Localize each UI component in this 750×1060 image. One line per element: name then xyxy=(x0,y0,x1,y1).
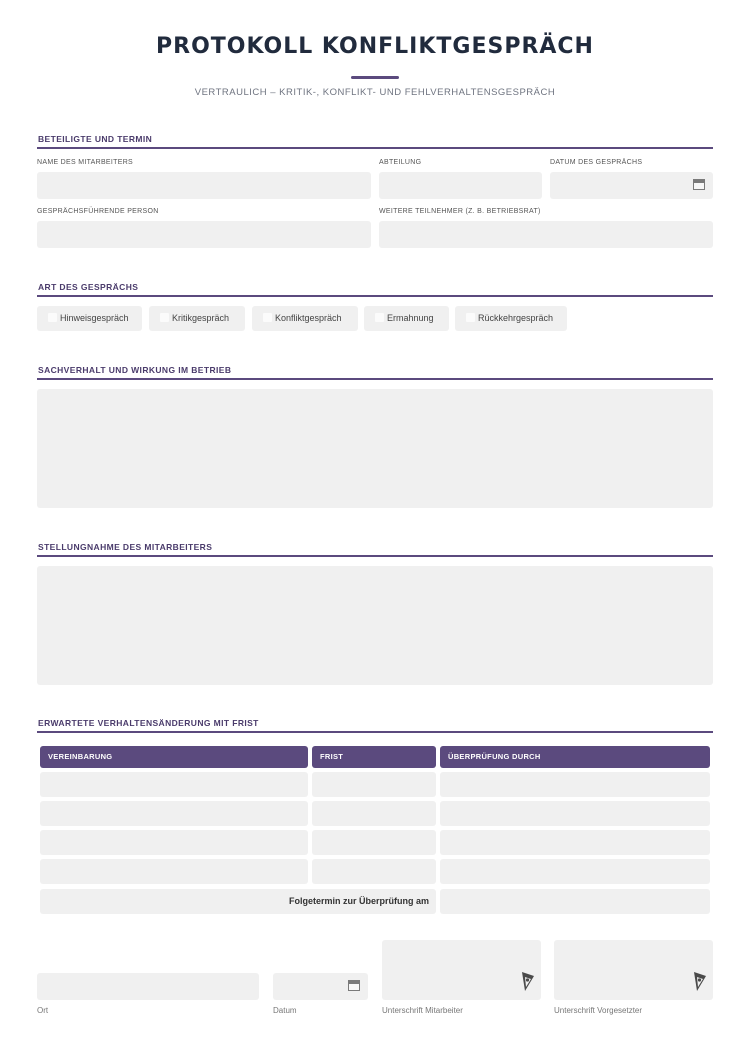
statement-textarea[interactable] xyxy=(37,566,713,685)
option-label: Ermahnung xyxy=(387,313,434,323)
facts-textarea[interactable] xyxy=(37,389,713,508)
table-cell-review[interactable] xyxy=(440,801,710,826)
section-divider xyxy=(37,731,713,733)
table-cell-agreement[interactable] xyxy=(40,859,308,884)
checkbox[interactable] xyxy=(375,313,384,322)
place-field[interactable] xyxy=(37,973,259,1000)
table-cell-agreement[interactable] xyxy=(40,830,308,855)
place-label: Ort xyxy=(37,1006,49,1015)
checkbox[interactable] xyxy=(263,313,272,322)
pen-nib-icon xyxy=(692,970,708,992)
page-title: PROTOKOLL KONFLIKTGESPRÄCH xyxy=(156,34,594,59)
option-hinweisgespraech[interactable] xyxy=(37,306,142,331)
table-cell-agreement[interactable] xyxy=(40,772,308,797)
conducting-person-label: GESPRÄCHSFÜHRENDE PERSON xyxy=(37,208,159,215)
table-cell-review[interactable] xyxy=(440,830,710,855)
calendar-icon[interactable] xyxy=(693,179,705,190)
section-heading-statement: STELLUNGNAHME DES MITARBEITERS xyxy=(38,542,213,552)
option-label: Konfliktgespräch xyxy=(275,313,342,323)
meeting-date-label: DATUM DES GESPRÄCHS xyxy=(550,159,643,166)
column-header-agreement: VEREINBARUNG xyxy=(40,746,308,768)
section-heading-meeting-type: ART DES GESPRÄCHS xyxy=(38,282,139,292)
table-cell-review[interactable] xyxy=(440,859,710,884)
section-divider xyxy=(37,295,713,297)
section-divider xyxy=(37,147,713,149)
section-heading-participants: BETEILIGTE UND TERMIN xyxy=(38,134,153,144)
followup-date-field[interactable] xyxy=(440,889,710,914)
department-label: ABTEILUNG xyxy=(379,159,422,166)
option-label: Rückkehrgespräch xyxy=(478,313,554,323)
pen-nib-icon xyxy=(520,970,536,992)
section-heading-facts: SACHVERHALT UND WIRKUNG IM BETRIEB xyxy=(38,365,232,375)
conducting-person-field[interactable] xyxy=(37,221,371,248)
supervisor-signature-label: Unterschrift Vorgesetzter xyxy=(554,1006,643,1015)
other-participants-label: WEITERE TEILNEHMER (Z. B. BETRIEBSRAT) xyxy=(379,208,541,215)
supervisor-signature-field[interactable] xyxy=(554,940,713,1000)
calendar-icon[interactable] xyxy=(348,980,360,991)
employee-name-field[interactable] xyxy=(37,172,371,199)
employee-signature-field[interactable] xyxy=(382,940,541,1000)
employee-signature-label: Unterschrift Mitarbeiter xyxy=(382,1006,463,1015)
meeting-date-field[interactable] xyxy=(550,172,713,199)
table-cell-agreement[interactable] xyxy=(40,801,308,826)
section-heading-agreement: ERWARTETE VERHALTENSÄNDERUNG MIT FRIST xyxy=(38,718,259,728)
column-header-review: ÜBERPRÜFUNG DURCH xyxy=(440,746,710,768)
department-field[interactable] xyxy=(379,172,542,199)
option-ermahnung[interactable] xyxy=(364,306,449,331)
checkbox[interactable] xyxy=(48,313,57,322)
table-cell-review[interactable] xyxy=(440,772,710,797)
checkbox[interactable] xyxy=(466,313,475,322)
checkbox[interactable] xyxy=(160,313,169,322)
followup-date-label: Folgetermin zur Überprüfung am xyxy=(40,889,436,914)
title-divider xyxy=(351,76,399,79)
column-header-deadline: FRIST xyxy=(312,746,436,768)
other-participants-field[interactable] xyxy=(379,221,713,248)
page-subtitle: VERTRAULICH – KRITIK-, KONFLIKT- UND FEHLVERHALTENSGESPRÄCH xyxy=(194,87,556,98)
employee-name-label: NAME DES MITARBEITERS xyxy=(37,159,134,166)
option-konfliktgespraech[interactable] xyxy=(252,306,358,331)
section-divider xyxy=(37,378,713,380)
signature-date-field[interactable] xyxy=(273,973,368,1000)
signature-date-label: Datum xyxy=(273,1006,297,1015)
option-label: Kritikgespräch xyxy=(172,313,230,323)
table-cell-deadline[interactable] xyxy=(312,772,436,797)
option-rueckkehrgespraech[interactable] xyxy=(455,306,567,331)
option-label: Hinweisgespräch xyxy=(60,313,129,323)
table-cell-deadline[interactable] xyxy=(312,801,436,826)
section-divider xyxy=(37,555,713,557)
option-kritikgespraech[interactable] xyxy=(149,306,245,331)
table-cell-deadline[interactable] xyxy=(312,859,436,884)
table-cell-deadline[interactable] xyxy=(312,830,436,855)
